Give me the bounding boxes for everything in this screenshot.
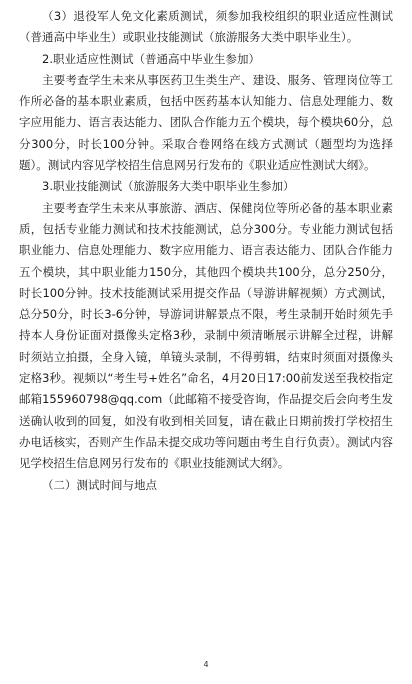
paragraph-veteran-exemption: （3）退役军人免文化素质测试，须参加我校组织的职业适应性测试（普通高中毕业生）或职业技能测试（旅游服务大类中职毕业生）。 (19, 9, 393, 45)
heading-skills-test: 3.职业技能测试（旅游服务大类中职毕业生参加） (42, 179, 295, 194)
page-number: 4 (203, 660, 209, 669)
heading-test-time-location: （二）测试时间与地点 (42, 477, 157, 492)
paragraph-aptitude-test-content: 主要考查学生未来从事医药卫生类生产、建设、服务、管理岗位等工作所必备的基本职业素质，包括中医药基本认知能力、信息处理能力、数字应用能力、语言表达能力、团队合作能力五个模块，每个模块60分，总分300分，时长100分钟。采取合卷网络在线方式测试（题型均为选择题）。测试内容见学校招生信息网另行发布的《职业适应性测试大纲》。 (19, 72, 393, 173)
heading-aptitude-test: 2.职业适应性测试（普通高中毕业生参加） (42, 51, 260, 66)
paragraph-skills-test-content: 主要考查学生未来从事旅游、酒店、保健岗位等所必备的基本职业素质，包括专业能力测试和技术技能测试，总分300分。专业能力测试包括职业能力、信息处理能力、数字应用能力、语言表达能力、团队合作能力五个模块，其中职业能力150分，其他四个模块共100分，总分250分，时长100分钟。技术技能测试采用提交作品（导游讲解视频）方式测试，总分50分，时长3-6分钟，导游词讲解景点不限，考生录制开始时须先手持本人身份证面对摄像头定格3秒，录制中须清晰展示讲解全过程，讲解时须站立拍摄，全身入镜，单镜头录制，不得剪辑，结束时须面对摄像头定格3秒。视频以“考生号+姓名”命名，4月20日17:00前发送至我校指定邮箱155960798@qq.com（此邮箱不接受咨询，作品提交后会向考生发送确认收到的回复，如没有收到相关回复，请在截止日期前拨打学校招生办电话核实，否则产生作品未提交成功等问题由考生自行负责）。测试内容见学校招生信息网另行发布的《职业技能测试大纲》。 (19, 200, 393, 471)
